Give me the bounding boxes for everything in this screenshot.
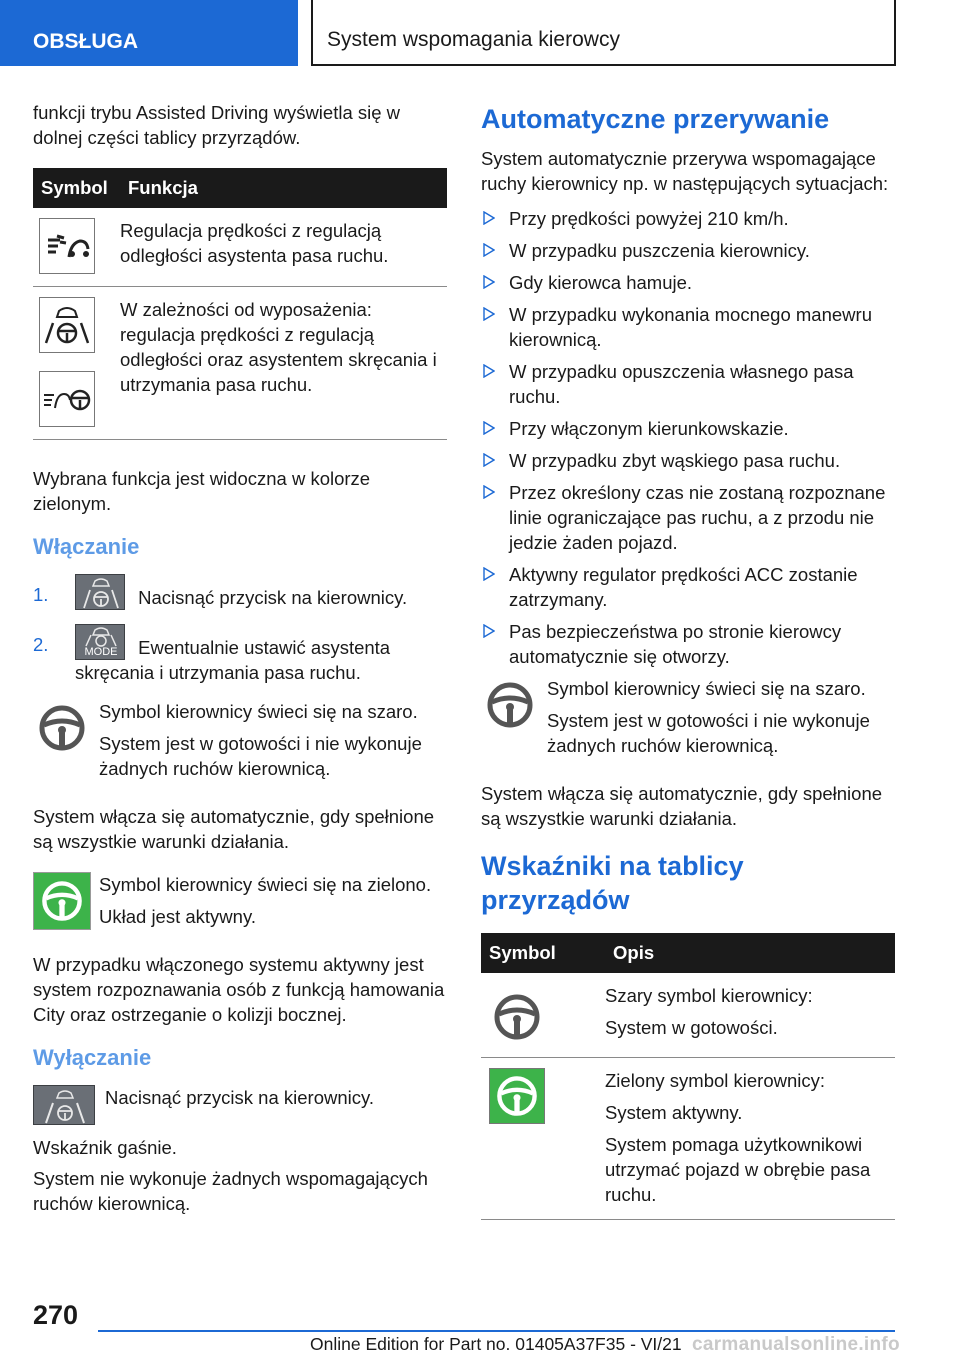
list-item-text: Aktywny regulator prędkości ACC zostanie zatrzymany. [509,564,858,610]
list-item-text: Pas bezpieczeństwa po stronie kierowcy automatycznie się otworzy. [509,621,842,667]
section-tab[interactable]: OBSŁUGA [0,0,298,66]
table-row [33,208,447,287]
auto-stop-list [481,206,895,669]
list-item-text: Przy prędkości powyżej 210 km/h. [509,208,789,229]
steering-wheel-green-icon [33,872,91,930]
function-table [33,168,447,440]
edition-text: Online Edition for Part no. 01405A37F35 - VI/21 [310,1334,682,1354]
step-text: Nacisnąć przycisk na kierownicy. [138,587,408,608]
indicator-desc: System pomaga użytkownikowi utrzymać pojazd w obrębie pasa ruchu. [605,1134,871,1205]
table-row [33,287,447,440]
function-text: W zależności od wyposażenia: regulacja prędkości z regulacją odległości oraz asystentem skręcania i utrzymania pasa ruchu. [120,287,447,440]
col-symbol-header: Symbol [33,168,120,208]
triangle-bullet-icon [483,453,495,467]
triangle-bullet-icon [483,211,495,225]
triangle-bullet-icon [483,243,495,257]
table-header-row [481,933,895,973]
city-note: W przypadku włączonego systemu aktywny jest system rozpoznawania osób z funkcją hamowania City oraz ostrzeganie o kolizji bocznej. [33,954,445,1025]
triangle-bullet-icon [483,485,495,499]
off-note: Wskaźnik gaśnie. [33,1137,177,1158]
list-item [481,270,895,295]
step-item [33,574,447,610]
indicator-desc: System aktywny. [605,1102,743,1123]
list-item [481,619,895,669]
indicator-text: Symbol kierownicy świeci się na zielono. [99,874,432,895]
triangle-bullet-icon [483,364,495,378]
auto-note: System włącza się automatycznie, gdy spełnione są wszystkie warunki działania. [481,783,883,829]
disable-step [33,1085,447,1125]
indicator-text: Układ jest aktywny. [99,906,256,927]
steering-wheel-gray-icon [481,676,539,734]
steering-wheel-gray-icon [489,989,545,1045]
green-symbol-indicator [33,872,447,936]
watermark: carmanualsonline.info [692,1334,900,1355]
list-item [481,416,895,441]
step-item [33,624,447,685]
indicator-desc: Zielony symbol kierownicy: [605,1070,826,1091]
mode-button-icon[interactable] [75,624,125,660]
step-number: 1. [33,584,49,605]
indicator-desc: Szary symbol kierownicy: [605,985,813,1006]
auto-note: System włącza się automatycznie, gdy spełnione są wszystkie warunki działania. [33,806,435,852]
right-column [481,100,895,1246]
list-item-text: W przypadku zbyt wąskiego pasa ruchu. [509,450,841,471]
gray-symbol-indicator [481,676,895,765]
steering-wheel-green-icon [489,1068,545,1124]
enable-heading: Włączanie [33,534,140,559]
list-item-text: Przez określony czas nie zostaną rozpoznane linie ograniczające pas ruchu, a z przodu nie jedzie żaden pojazd. [509,482,886,553]
lane-steering-assist-icon [39,297,95,353]
auto-stop-heading: Automatyczne przerywanie [481,104,830,134]
list-item [481,238,895,263]
table-row [481,973,895,1058]
acc-distance-icon [39,218,95,274]
disable-heading: Wyłączanie [33,1045,152,1070]
table-row [481,1058,895,1220]
list-item [481,480,895,555]
disable-step-text: Nacisnąć przycisk na kierownicy. [105,1087,375,1108]
page-number: 270 [33,1300,79,1330]
indicator-table [481,933,895,1220]
page-header [0,0,960,66]
col-function-header: Funkcja [120,168,447,208]
list-item-text: Przy włączonym kierunkowskazie. [509,418,789,439]
triangle-bullet-icon [483,421,495,435]
indicator-text: System jest w gotowości i nie wykonuje żadnych ruchów kierownicą. [547,710,870,756]
triangle-bullet-icon [483,567,495,581]
gray-symbol-indicator [33,699,447,788]
list-item-text: W przypadku wykonania mocnego manewru kierownicą. [509,304,872,350]
steering-button-icon[interactable] [75,574,125,610]
triangle-bullet-icon [483,624,495,638]
acc-steering-icon [39,371,95,427]
steering-wheel-gray-icon [33,699,91,757]
triangle-bullet-icon [483,307,495,321]
list-item [481,302,895,352]
list-item-text: W przypadku opuszczenia własnego pasa ruchu. [509,361,854,407]
table-header-row [33,168,447,208]
indicators-heading: Wskaźniki na tablicy przyrządów [481,851,744,915]
list-item [481,359,895,409]
steering-button-icon[interactable] [33,1085,95,1125]
enable-steps [33,574,447,685]
footer-rule [98,1330,895,1332]
mode-label: MODE [84,646,118,658]
indicator-text: System jest w gotowości i nie wykonuje żadnych ruchów kierownicą. [99,733,422,779]
step-number: 2. [33,634,49,655]
col-desc-header: Opis [605,933,895,973]
function-text: Regulacja prędkości z regulacją odległości asystenta pasa ruchu. [120,208,447,287]
indicator-desc: System w gotowości. [605,1017,778,1038]
no-moves-note: System nie wykonuje żadnych wspomagających ruchów kierownicą. [33,1168,428,1214]
chapter-title: System wspomagania kierowcy [311,0,896,66]
step-text: Ewentualnie ustawić asystenta skręcania i utrzymania pasa ruchu. [75,637,391,683]
indicator-text: Symbol kierownicy świeci się na szaro. [547,678,866,699]
auto-stop-intro: System automatycznie przerywa wspomagające ruchy kierownicy np. w następujących sytuacjach: [481,148,889,194]
list-item-text: Gdy kierowca hamuje. [509,272,693,293]
intro-paragraph: funkcji trybu Assisted Driving wyświetla się w dolnej części tablicy przyrządów. [33,102,401,148]
indicator-text: Symbol kierownicy świeci się na szaro. [99,701,418,722]
left-column [33,100,447,1234]
col-symbol-header: Symbol [481,933,605,973]
list-item-text: W przypadku puszczenia kierownicy. [509,240,810,261]
color-note: Wybrana funkcja jest widoczna w kolorze zielonym. [33,468,371,514]
list-item [481,206,895,231]
list-item [481,448,895,473]
list-item [481,562,895,612]
triangle-bullet-icon [483,275,495,289]
